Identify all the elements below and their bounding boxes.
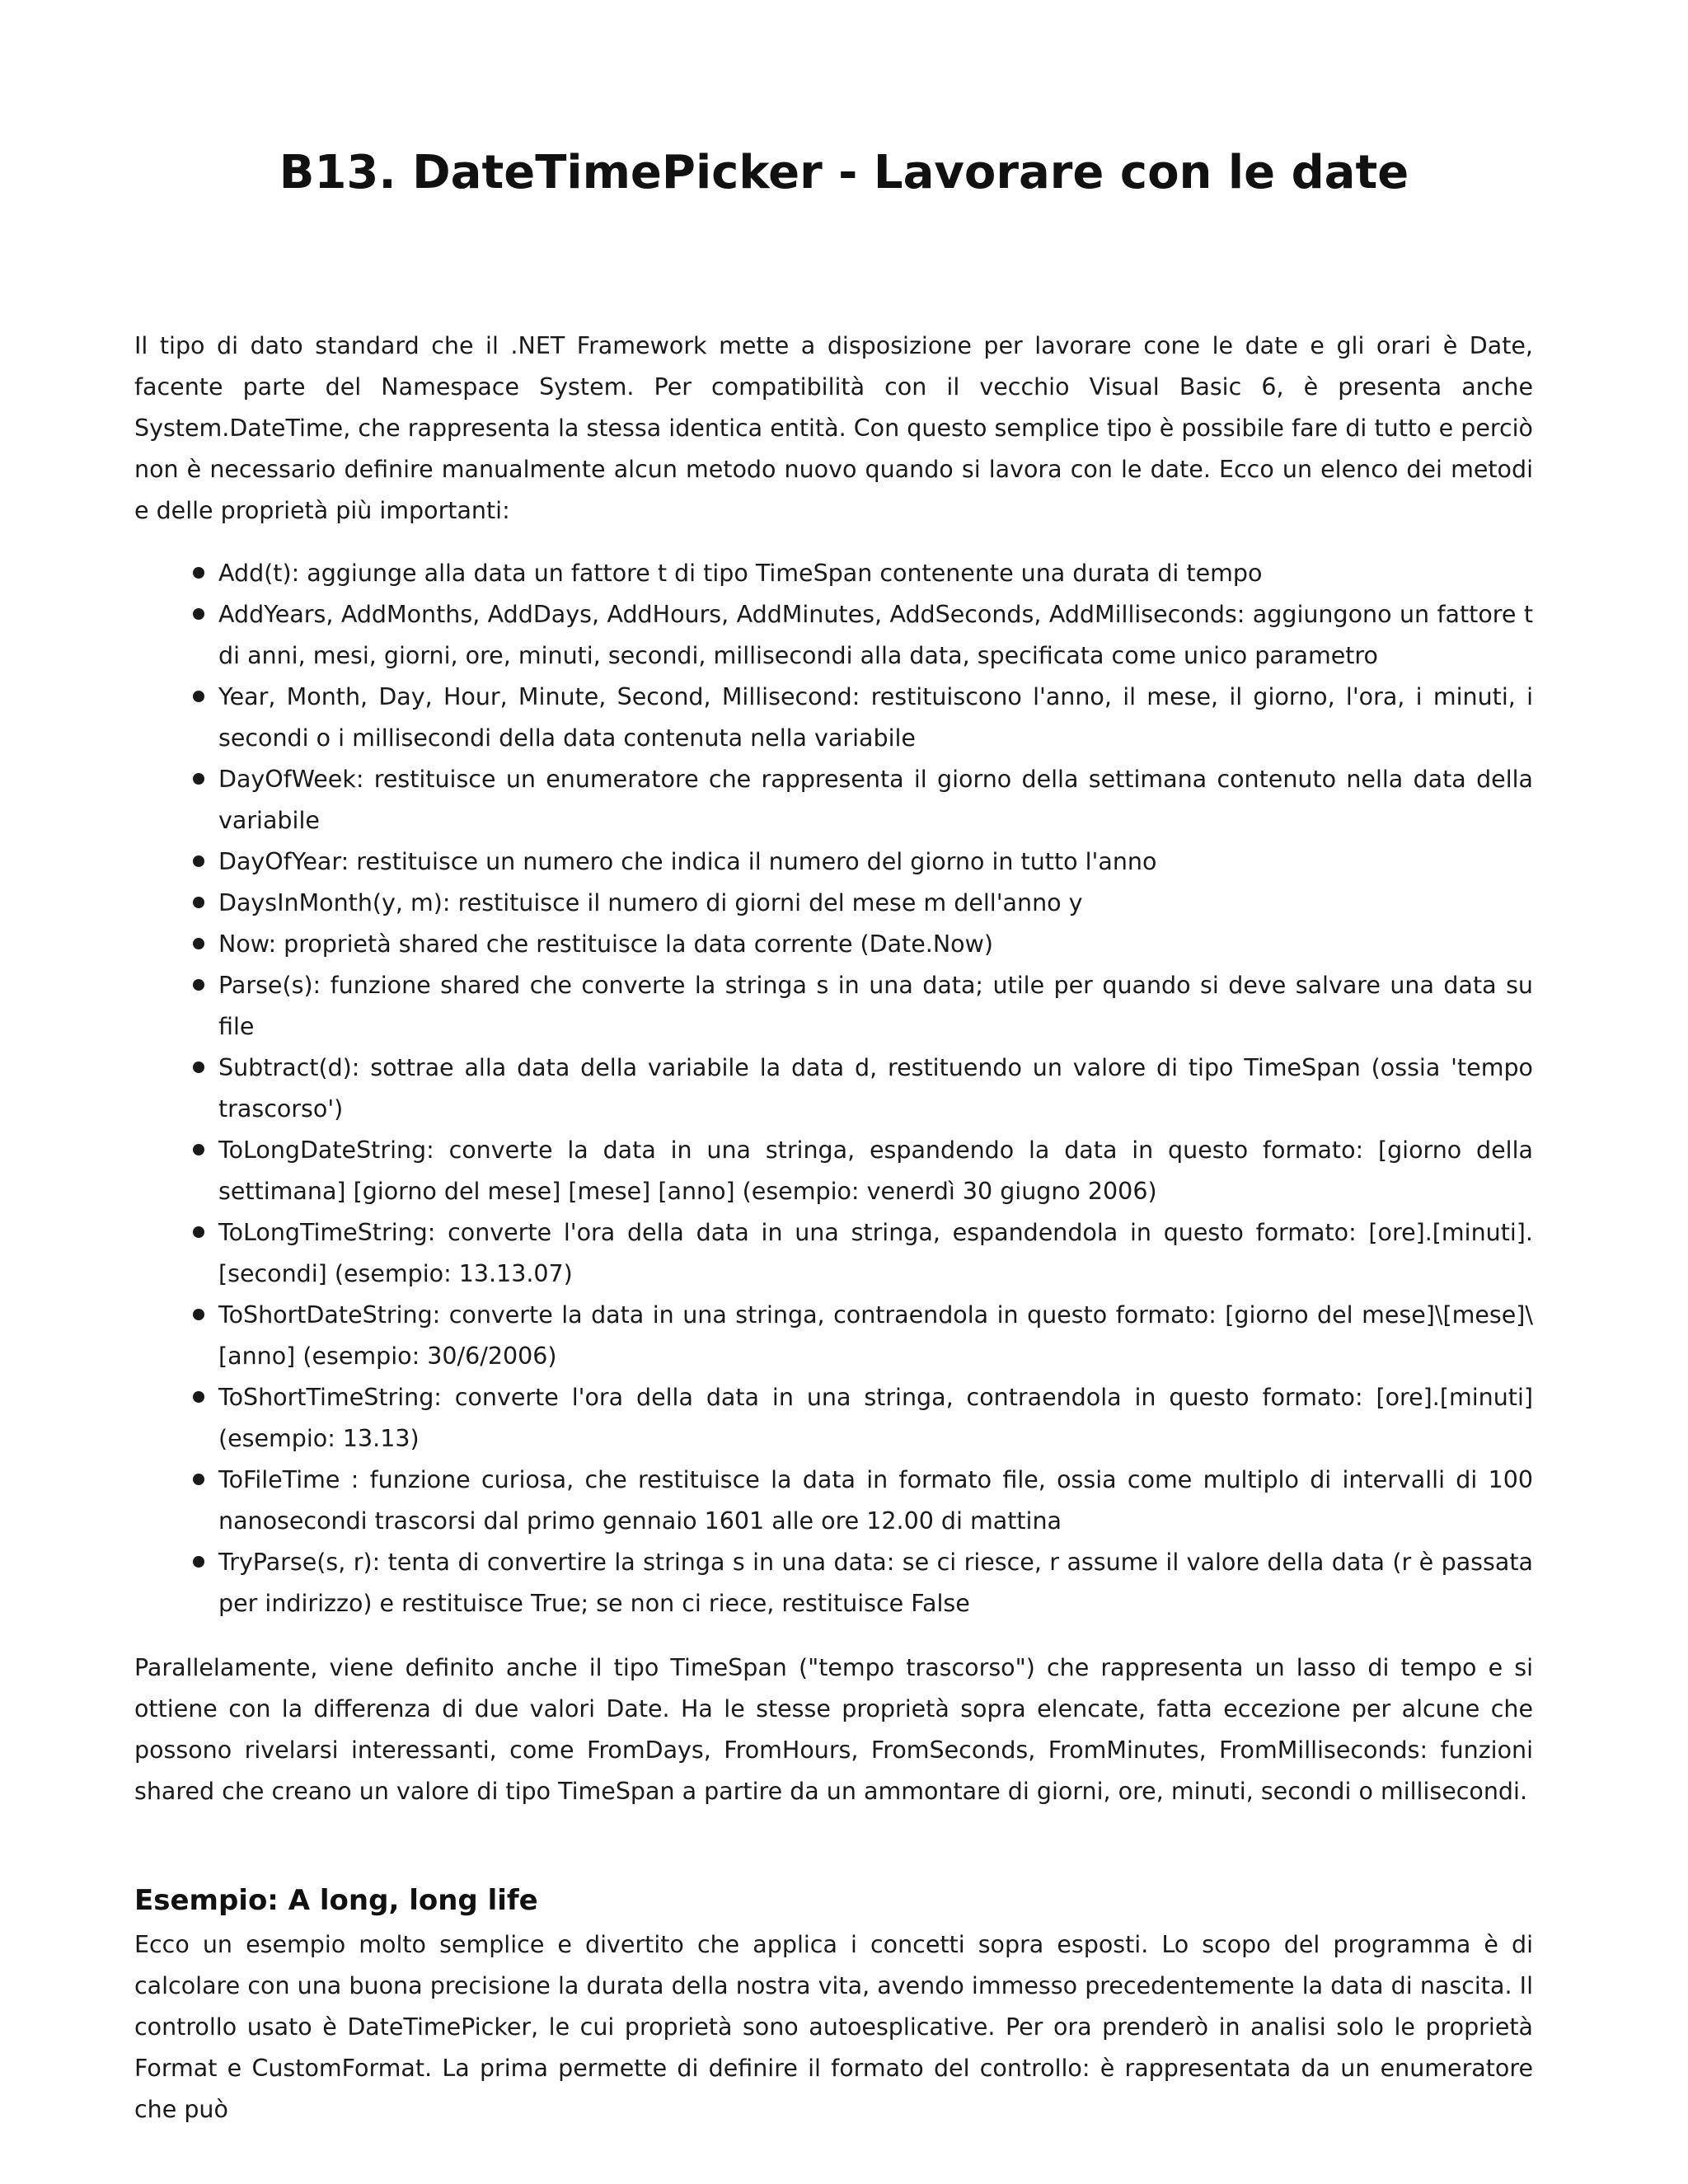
bullet-icon [193,608,204,620]
example-paragraph: Ecco un esempio molto semplice e divertito che applica i concetti sopra esposti. Lo scopo del programma è di calcolare con una buona precisione la durata della nostra vita, avendo immesso precedentemente la data di nascita. Il controllo usato è DateTimePicker, le cui proprietà sono autoesplicative. Per ora prenderò in analisi solo le proprietà Format e CustomFormat. La prima permette di definire il formato del controllo: è rappresentata da un enumeratore che può [134,1931,1533,2123]
section-heading: Esempio: A long, long life [134,1884,538,1917]
bullet-icon [193,1062,204,1073]
bullet-icon [193,1474,204,1485]
bullet-icon [193,773,204,785]
bullet-icon [193,855,204,867]
list-item-text: ToShortDateString: converte la data in una stringa, contraendola in questo formato: [giorno del mese]\[mese]\[anno] (esempio: 30/6/2006) [218,1301,1533,1370]
list-item [218,1542,1533,1624]
bullet-icon [193,897,204,908]
list-item-text: Parse(s): funzione shared che converte la stringa s in una data; utile per quando si deve salvare una data su file [218,972,1533,1040]
list-item [218,965,1533,1047]
list-item [218,1295,1533,1377]
bullet-icon [193,938,204,949]
bullet-icon [193,1144,204,1155]
list-item [218,1047,1533,1130]
list-item [218,759,1533,841]
list-item [218,553,1533,594]
intro-paragraph: Il tipo di dato standard che il .NET Framework mette a disposizione per lavorare cone le date e gli orari è Date, facente parte del Namespace System. Per compatibilità con il vecchio Visual Basic 6, è presenta anche System.DateTime, che rappresenta la stessa identica entità. Con questo semplice tipo è possibile fare di tutto e perciò non è necessario definire manualmente alcun metodo nuovo quando si lavora con le date. Ecco un elenco dei metodi e delle proprietà più importanti: [134,332,1533,524]
list-item-text: Add(t): aggiunge alla data un fattore t di tipo TimeSpan contenente una durata di tempo [218,560,1263,587]
list-item-text: Subtract(d): sottrae alla data della variabile la data d, restituendo un valore di tipo TimeSpan (ossia 'tempo trascorso') [218,1054,1533,1122]
list-item [218,1377,1533,1460]
list-item-text: DayOfWeek: restituisce un enumeratore che rappresenta il giorno della settimana contenuto nella data della variabile [218,766,1533,834]
bullet-icon [193,1309,204,1320]
list-item [218,594,1533,677]
list-item-text: Year, Month, Day, Hour, Minute, Second, Millisecond: restituiscono l'anno, il mese, il giorno, l'ora, i minuti, i secondi o i millisecondi della data contenuta nella variabile [218,683,1533,752]
methods-list [134,553,1533,1624]
list-item-text: ToLongTimeString: converte l'ora della data in una stringa, espandendola in questo formato: [ore].[minuti].[secondi] (esempio: 13.13.07) [218,1219,1533,1287]
list-item-text: ToFileTime : funzione curiosa, che restituisce la data in formato file, ossia come multiplo di intervalli di 100 nanosecondi trascorsi dal primo gennaio 1601 alle ore 12.00 di mattina [218,1466,1533,1535]
list-item [218,1460,1533,1542]
bullet-icon [193,567,204,579]
bullet-icon [193,979,204,991]
list-item-text: AddYears, AddMonths, AddDays, AddHours, AddMinutes, AddSeconds, AddMilliseconds: aggiungono un fattore t di anni, mesi, giorni, ore, minuti, secondi, millisecondi alla data, specificata come unico parametro [218,601,1533,669]
list-item [218,1130,1533,1212]
list-item [218,1212,1533,1295]
document-body [134,326,1533,2130]
bullet-icon [193,691,204,702]
list-item-text: Now: proprietà shared che restituisce la data corrente (Date.Now) [218,930,994,958]
timespan-paragraph: Parallelamente, viene definito anche il tipo TimeSpan ("tempo trascorso") che rappresenta un lasso di tempo e si ottiene con la differenza di due valori Date. Ha le stesse proprietà sopra elencate, fatta eccezione per alcune che possono rivelarsi interessanti, come FromDays, FromHours, FromSeconds, FromMinutes, FromMilliseconds: funzioni shared che creano un valore di tipo TimeSpan a partire da un ammontare di giorni, ore, minuti, secondi o millisecondi. [134,1654,1533,1805]
list-item-text: DaysInMonth(y, m): restituisce il numero di giorni del mese m dell'anno y [218,889,1083,916]
bullet-icon [193,1391,204,1403]
list-item [218,841,1533,883]
list-item [218,677,1533,759]
page-title: B13. DateTimePicker - Lavorare con le date [279,146,1409,199]
bullet-icon [193,1226,204,1238]
list-item-text: DayOfYear: restituisce un numero che indica il numero del giorno in tutto l'anno [218,848,1157,875]
list-item [218,883,1533,924]
list-item-text: ToLongDateString: converte la data in una stringa, espandendo la data in questo formato: [giorno della settimana] [giorno del mese] [mese] [anno] (esempio: venerdì 30 giugno 2006) [218,1137,1533,1205]
list-item [218,924,1533,965]
list-item-text: ToShortTimeString: converte l'ora della data in una stringa, contraendola in questo formato: [ore].[minuti] (esempio: 13.13) [218,1384,1533,1452]
list-item-text: TryParse(s, r): tenta di convertire la stringa s in una data: se ci riesce, r assume il valore della data (r è passata per indirizzo) e restituisce True; se non ci riece, restituisce False [218,1549,1533,1617]
bullet-icon [193,1556,204,1568]
